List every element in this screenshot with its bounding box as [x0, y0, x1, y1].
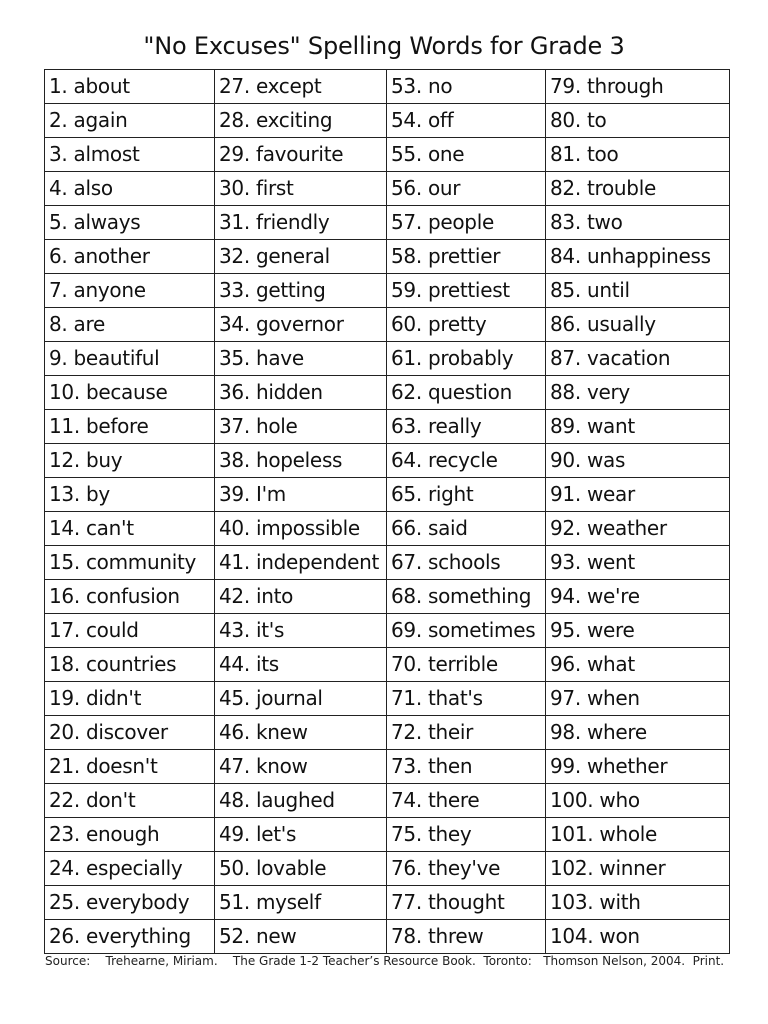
table-row [45, 512, 730, 546]
spelling-word-cell: 76. they've [387, 852, 546, 886]
spelling-word-cell: 81. too [546, 138, 730, 172]
spelling-word-cell: 58. prettier [387, 240, 546, 274]
spelling-word-cell: 8. are [45, 308, 215, 342]
spelling-word-cell: 48. laughed [215, 784, 387, 818]
spelling-word-cell: 59. prettiest [387, 274, 546, 308]
spelling-word-cell: 73. then [387, 750, 546, 784]
table-row [45, 546, 730, 580]
spelling-word-cell: 1. about [45, 70, 215, 104]
spelling-word-cell: 71. that's [387, 682, 546, 716]
spelling-word-cell: 34. governor [215, 308, 387, 342]
table-row [45, 138, 730, 172]
table-row [45, 920, 730, 954]
spelling-word-cell: 54. off [387, 104, 546, 138]
table-row [45, 240, 730, 274]
spelling-word-cell: 13. by [45, 478, 215, 512]
table-row [45, 886, 730, 920]
spelling-word-cell: 51. myself [215, 886, 387, 920]
spelling-word-cell: 45. journal [215, 682, 387, 716]
spelling-word-cell: 55. one [387, 138, 546, 172]
spelling-word-cell: 52. new [215, 920, 387, 954]
spelling-word-cell: 97. when [546, 682, 730, 716]
table-row [45, 478, 730, 512]
table-row [45, 410, 730, 444]
spelling-word-cell: 88. very [546, 376, 730, 410]
spelling-word-cell: 2. again [45, 104, 215, 138]
spelling-word-cell: 10. because [45, 376, 215, 410]
table-row [45, 376, 730, 410]
spelling-word-cell: 85. until [546, 274, 730, 308]
table-row [45, 444, 730, 478]
spelling-word-table [44, 69, 730, 954]
spelling-word-cell: 29. favourite [215, 138, 387, 172]
spelling-word-cell: 17. could [45, 614, 215, 648]
spelling-word-cell: 38. hopeless [215, 444, 387, 478]
table-row [45, 818, 730, 852]
spelling-word-cell: 39. I'm [215, 478, 387, 512]
spelling-word-cell: 43. it's [215, 614, 387, 648]
spelling-word-cell: 18. countries [45, 648, 215, 682]
spelling-word-cell: 89. want [546, 410, 730, 444]
spelling-word-cell: 102. winner [546, 852, 730, 886]
spelling-word-cell: 78. threw [387, 920, 546, 954]
spelling-word-cell: 70. terrible [387, 648, 546, 682]
spelling-word-cell: 42. into [215, 580, 387, 614]
spelling-word-cell: 57. people [387, 206, 546, 240]
table-row [45, 206, 730, 240]
spelling-word-cell: 9. beautiful [45, 342, 215, 376]
source-citation: Source: Trehearne, Miriam. The Grade 1-2 Teacher’s Resource Book. Toronto: Thomson Nelson, 2004. Print. [45, 954, 725, 968]
table-row [45, 648, 730, 682]
table-row [45, 274, 730, 308]
spelling-word-cell: 47. know [215, 750, 387, 784]
spelling-word-cell: 11. before [45, 410, 215, 444]
spelling-word-cell: 32. general [215, 240, 387, 274]
table-row [45, 852, 730, 886]
spelling-word-cell: 16. confusion [45, 580, 215, 614]
spelling-word-cell: 98. where [546, 716, 730, 750]
spelling-word-cell: 36. hidden [215, 376, 387, 410]
spelling-word-cell: 96. what [546, 648, 730, 682]
spelling-word-cell: 72. their [387, 716, 546, 750]
spelling-word-cell: 93. went [546, 546, 730, 580]
spelling-word-cell: 82. trouble [546, 172, 730, 206]
spelling-word-cell: 74. there [387, 784, 546, 818]
table-row [45, 784, 730, 818]
spelling-word-cell: 75. they [387, 818, 546, 852]
spelling-word-cell: 62. question [387, 376, 546, 410]
spelling-word-cell: 64. recycle [387, 444, 546, 478]
spelling-word-cell: 31. friendly [215, 206, 387, 240]
spelling-word-cell: 22. don't [45, 784, 215, 818]
spelling-word-cell: 44. its [215, 648, 387, 682]
spelling-word-cell: 50. lovable [215, 852, 387, 886]
spelling-word-cell: 12. buy [45, 444, 215, 478]
spelling-word-cell: 67. schools [387, 546, 546, 580]
spelling-word-cell: 46. knew [215, 716, 387, 750]
spelling-word-cell: 41. independent [215, 546, 387, 580]
spelling-word-cell: 37. hole [215, 410, 387, 444]
spelling-word-cell: 19. didn't [45, 682, 215, 716]
spelling-word-cell: 99. whether [546, 750, 730, 784]
spelling-word-cell: 103. with [546, 886, 730, 920]
spelling-word-cell: 27. except [215, 70, 387, 104]
spelling-word-cell: 63. really [387, 410, 546, 444]
spelling-word-cell: 21. doesn't [45, 750, 215, 784]
spelling-word-cell: 100. who [546, 784, 730, 818]
spelling-word-cell: 77. thought [387, 886, 546, 920]
spelling-word-cell: 94. we're [546, 580, 730, 614]
table-row [45, 716, 730, 750]
spelling-word-cell: 7. anyone [45, 274, 215, 308]
table-row [45, 70, 730, 104]
spelling-word-cell: 4. also [45, 172, 215, 206]
spelling-word-cell: 25. everybody [45, 886, 215, 920]
spelling-word-cell: 20. discover [45, 716, 215, 750]
spelling-word-cell: 23. enough [45, 818, 215, 852]
table-row [45, 580, 730, 614]
spelling-word-cell: 65. right [387, 478, 546, 512]
spelling-word-cell: 92. weather [546, 512, 730, 546]
spelling-word-cell: 90. was [546, 444, 730, 478]
spelling-word-cell: 79. through [546, 70, 730, 104]
spelling-word-cell: 33. getting [215, 274, 387, 308]
spelling-word-cell: 83. two [546, 206, 730, 240]
spelling-word-cell: 61. probably [387, 342, 546, 376]
spelling-word-cell: 80. to [546, 104, 730, 138]
spelling-word-cell: 28. exciting [215, 104, 387, 138]
table-row [45, 104, 730, 138]
table-row [45, 750, 730, 784]
spelling-word-cell: 24. especially [45, 852, 215, 886]
spelling-word-cell: 30. first [215, 172, 387, 206]
spelling-word-cell: 101. whole [546, 818, 730, 852]
spelling-word-cell: 69. sometimes [387, 614, 546, 648]
spelling-word-cell: 15. community [45, 546, 215, 580]
table-row [45, 342, 730, 376]
spelling-word-cell: 49. let's [215, 818, 387, 852]
table-row [45, 614, 730, 648]
spelling-word-cell: 60. pretty [387, 308, 546, 342]
table-row [45, 172, 730, 206]
spelling-word-cell: 87. vacation [546, 342, 730, 376]
table-row [45, 682, 730, 716]
spelling-word-cell: 95. were [546, 614, 730, 648]
spelling-word-cell: 5. always [45, 206, 215, 240]
spelling-word-cell: 86. usually [546, 308, 730, 342]
spelling-word-cell: 56. our [387, 172, 546, 206]
page-title: "No Excuses" Spelling Words for Grade 3 [143, 32, 625, 60]
spelling-word-cell: 104. won [546, 920, 730, 954]
spelling-word-cell: 66. said [387, 512, 546, 546]
spelling-word-cell: 53. no [387, 70, 546, 104]
spelling-word-cell: 6. another [45, 240, 215, 274]
spelling-word-cell: 14. can't [45, 512, 215, 546]
spelling-word-cell: 26. everything [45, 920, 215, 954]
spelling-word-cell: 35. have [215, 342, 387, 376]
spelling-word-cell: 91. wear [546, 478, 730, 512]
spelling-word-cell: 68. something [387, 580, 546, 614]
spelling-word-cell: 3. almost [45, 138, 215, 172]
spelling-word-cell: 84. unhappiness [546, 240, 730, 274]
spelling-word-cell: 40. impossible [215, 512, 387, 546]
table-row [45, 308, 730, 342]
